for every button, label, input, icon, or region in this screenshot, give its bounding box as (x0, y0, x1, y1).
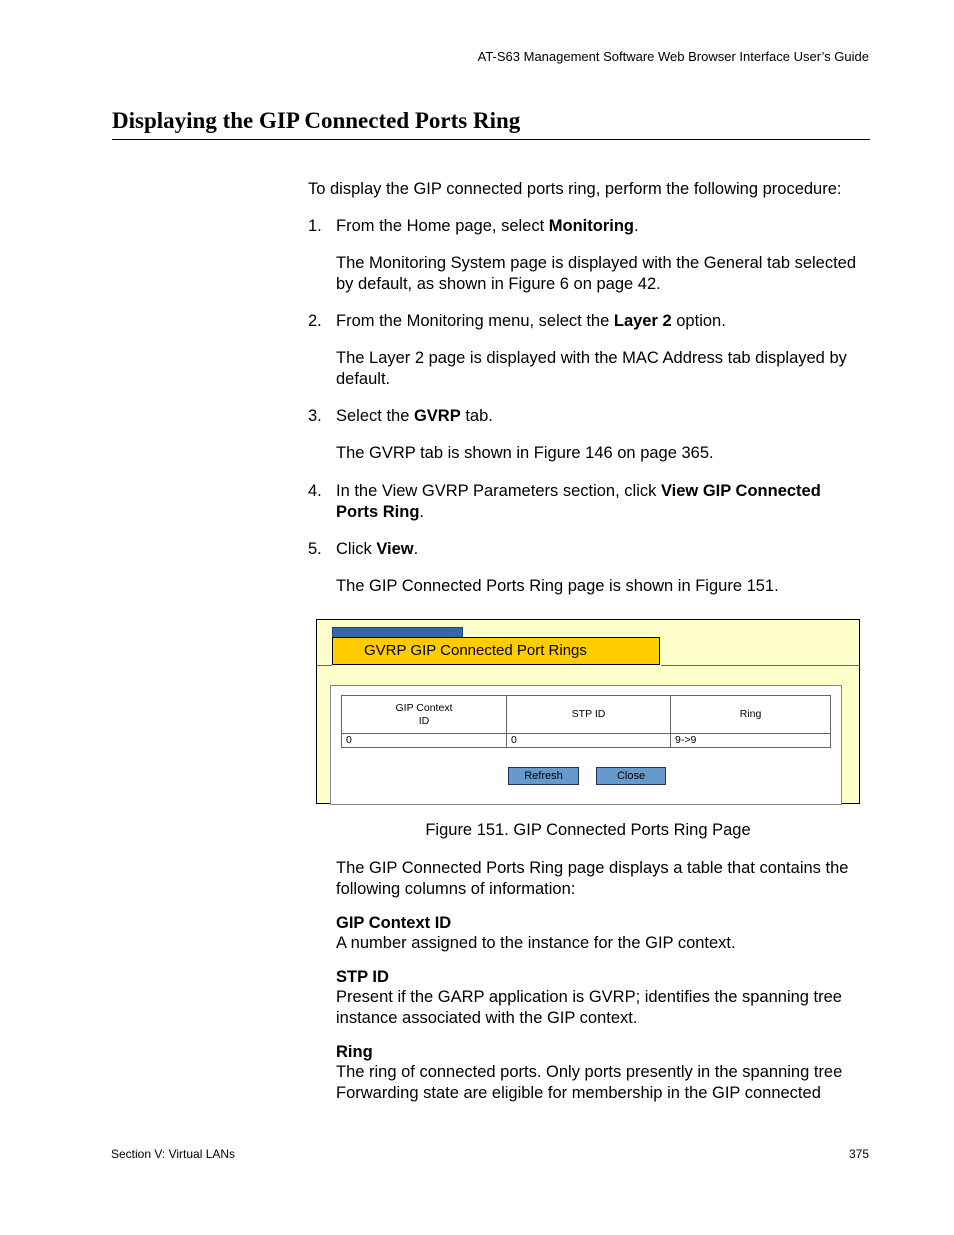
footer-section: Section V: Virtual LANs (111, 1147, 236, 1161)
term-title: Ring (336, 1043, 373, 1061)
term-title: STP ID (336, 968, 389, 986)
cell-ring: 9->9 (671, 734, 831, 748)
section-title: Displaying the GIP Connected Ports Ring (112, 107, 870, 140)
term-definition: Present if the GARP application is GVRP; identifies the spanning tree instance associated with the GIP context. (336, 988, 842, 1027)
table-row (342, 734, 831, 748)
step-instruction: From the Home page, select Monitoring. (336, 217, 639, 235)
term-definition: A number assigned to the instance for the GIP context. (336, 934, 736, 952)
step-number: 2. (308, 312, 322, 330)
gip-ring-table (341, 695, 831, 748)
content-panel (330, 685, 842, 805)
tab-divider (317, 665, 332, 666)
figure-caption: Figure 151. GIP Connected Ports Ring Page (425, 821, 751, 839)
step-number: 1. (308, 217, 322, 235)
table-header-row (342, 696, 831, 734)
column-header-ring: Ring (671, 696, 831, 734)
cell-stp-id: 0 (507, 734, 671, 748)
column-header-gip-context-id: GIP Context ID (342, 696, 507, 734)
column-header-stp-id: STP ID (507, 696, 671, 734)
step-number: 3. (308, 407, 322, 425)
tab-gip-connected-port-rings[interactable]: GVRP GIP Connected Port Rings (332, 637, 660, 665)
step-instruction: Click View. (336, 540, 419, 558)
term-title: GIP Context ID (336, 914, 452, 932)
step-instruction: Select the GVRP tab. (336, 407, 493, 425)
tab-divider (661, 665, 860, 666)
cell-gip-context-id: 0 (342, 734, 507, 748)
intro-paragraph: To display the GIP connected ports ring, perform the following procedure: (308, 180, 842, 198)
footer-page-number: 375 (848, 1147, 869, 1161)
step-number: 5. (308, 540, 322, 558)
step-instruction: In the View GVRP Parameters section, click View GIP Connected Ports Ring. (336, 482, 821, 521)
step-note: The Monitoring System page is displayed with the General tab selected by default, as shown in Figure 6 on page 42. (336, 254, 857, 293)
step-note: The GVRP tab is shown in Figure 146 on page 365. (336, 444, 714, 462)
step-instruction: From the Monitoring menu, select the Layer 2 option. (336, 312, 726, 330)
close-button[interactable]: Close (596, 767, 666, 785)
step-note: The Layer 2 page is displayed with the MAC Address tab displayed by default. (336, 349, 847, 388)
step-number: 4. (308, 482, 322, 500)
step-note: The GIP Connected Ports Ring page is shown in Figure 151. (336, 577, 779, 595)
term-definition: The ring of connected ports. Only ports presently in the spanning tree Forwarding state are eligible for membership in the GIP connected (336, 1063, 843, 1102)
running-header: AT-S63 Management Software Web Browser Interface User’s Guide (477, 49, 869, 64)
figure-screenshot (316, 619, 860, 804)
description-paragraph: The GIP Connected Ports Ring page displays a table that contains the following columns of information: (336, 859, 849, 898)
refresh-button[interactable]: Refresh (508, 767, 579, 785)
